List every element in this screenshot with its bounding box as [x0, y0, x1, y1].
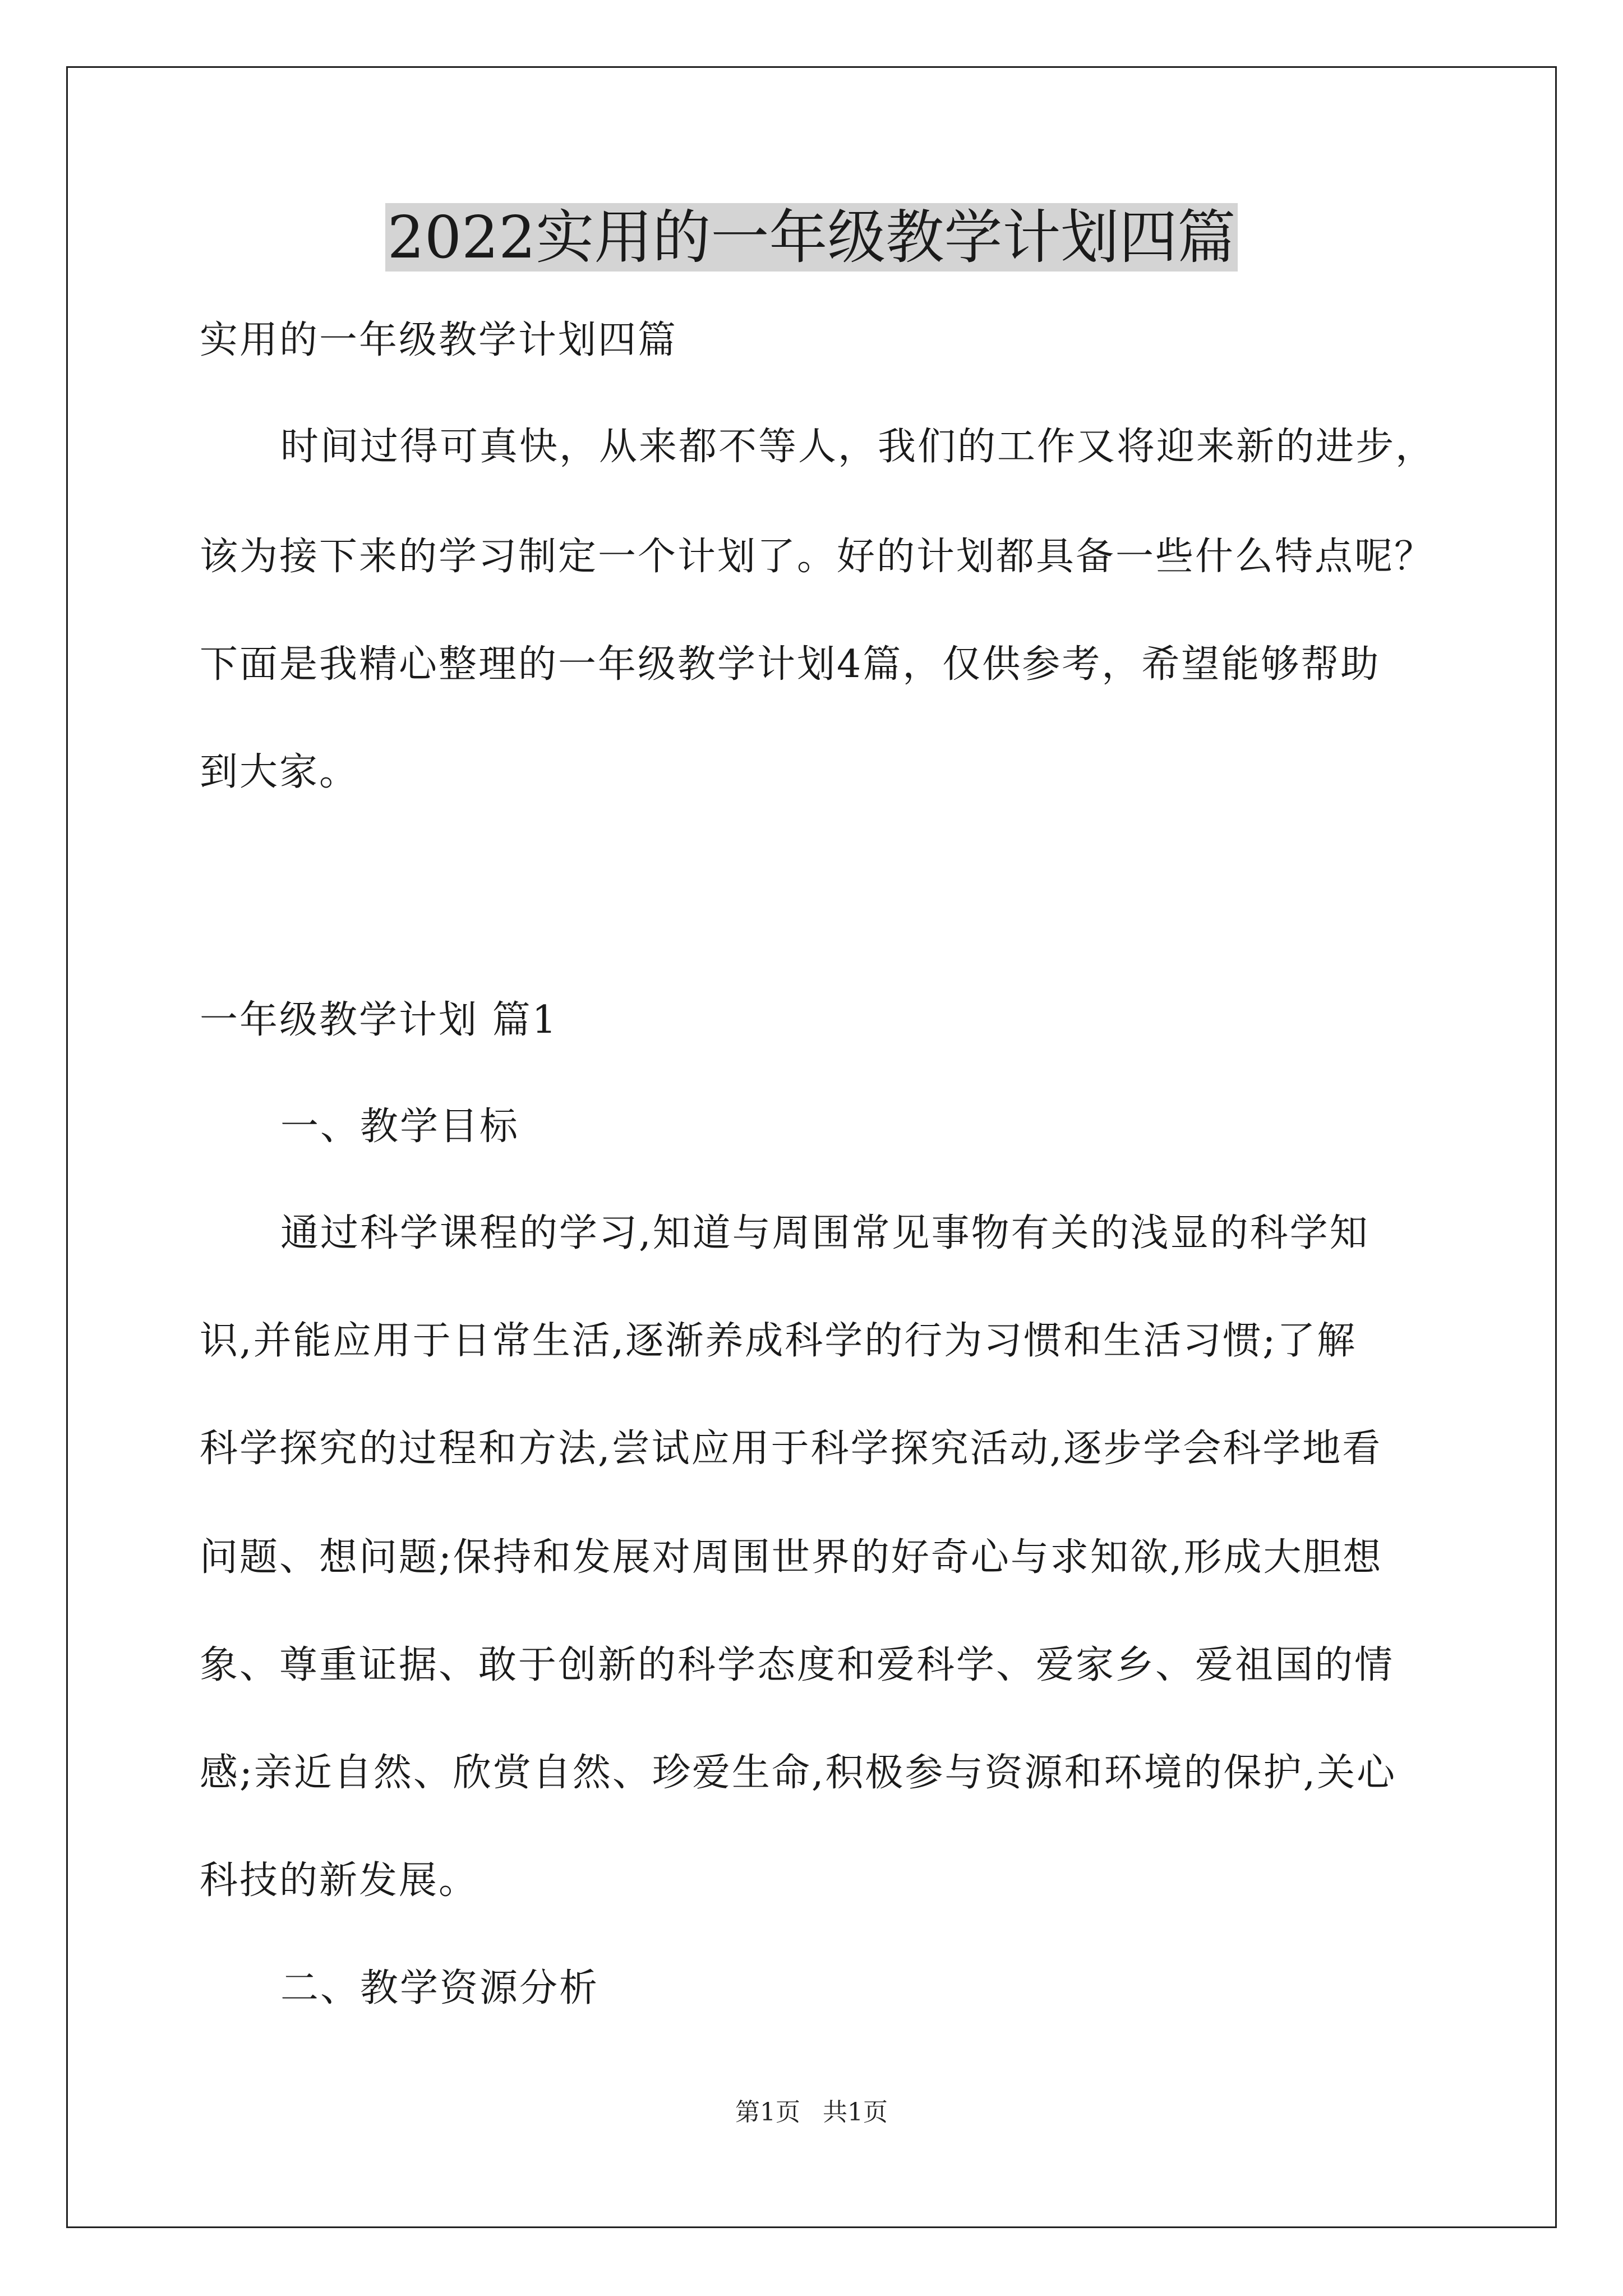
page-number-total: 共1页 [823, 2098, 888, 2127]
paragraph-line: 科技的新发展。 [200, 1858, 479, 1903]
paragraph-line: 问题、想问题;保持和发展对周围世界的好奇心与求知欲,形成大胆想 [200, 1535, 1383, 1580]
paragraph-line: 科学探究的过程和方法,尝试应用于科学探究活动,逐步学会科学地看 [200, 1427, 1382, 1471]
page-number-current: 第1页 [735, 2098, 800, 2127]
document-title [0, 201, 1623, 274]
paragraph-line: 识,并能应用于日常生活,逐渐养成科学的行为习惯和生活习惯;了解 [200, 1319, 1357, 1363]
paragraph-line: 通过科学课程的学习,知道与周围常见事物有关的浅显的科学知 [280, 1211, 1370, 1255]
sub-heading: 二、教学资源分析 [280, 1966, 600, 2010]
intro-line: 下面是我精心整理的一年级教学计划4篇，仅供参考，希望能够帮助 [200, 642, 1381, 687]
subtitle: 实用的一年级教学计划四篇 [200, 318, 678, 362]
intro-line: 时间过得可真快，从来都不等人，我们的工作又将迎来新的进步， [280, 425, 1436, 469]
intro-line: 该为接下来的学习制定一个计划了。好的计划都具备一些什么特点呢？ [200, 535, 1435, 579]
intro-line: 到大家。 [200, 750, 359, 794]
document-title-text: 2022实用的一年级教学计划四篇 [385, 203, 1238, 272]
sub-heading: 一、教学目标 [280, 1105, 520, 1149]
paragraph-line: 感;亲近自然、欣赏自然、珍爱生命,积极参与资源和环境的保护,关心 [200, 1751, 1397, 1795]
page-footer [0, 2097, 1623, 2128]
section-heading: 一年级教学计划 篇1 [200, 998, 558, 1042]
paragraph-line: 象、尊重证据、敢于创新的科学态度和爱科学、爱家乡、爱祖国的情 [200, 1643, 1395, 1687]
